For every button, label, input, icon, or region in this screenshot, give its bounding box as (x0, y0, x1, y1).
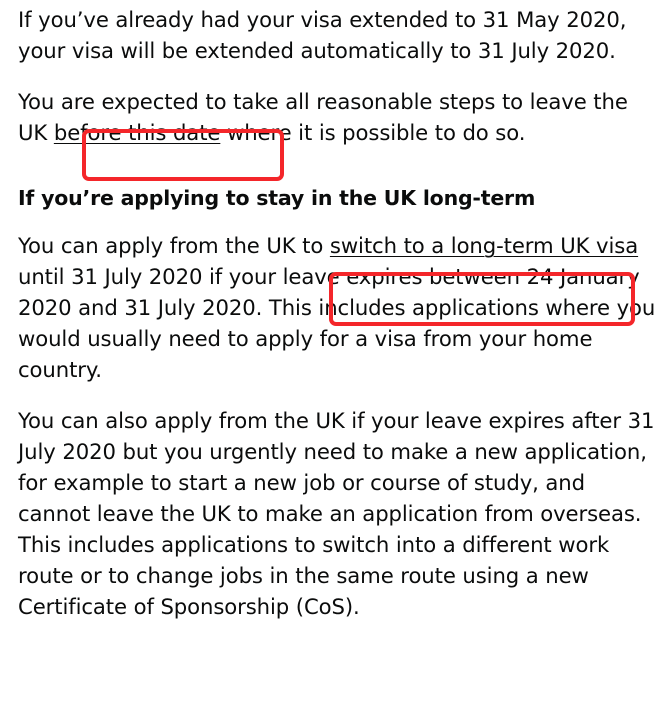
switch-visa-text-before: You can apply from the UK to (18, 233, 330, 258)
before-this-date-link[interactable]: before this date (53, 120, 221, 145)
urgent-application-paragraph (18, 405, 658, 622)
visa-extension-text: If you’ve already had your visa extended to 31 May 2020, your visa will be extended automatically to 31 July 2020. (18, 7, 627, 63)
visa-extension-paragraph (18, 4, 658, 66)
long-term-heading: If you’re applying to stay in the UK long-term (18, 186, 536, 210)
main-content (18, 4, 658, 622)
switch-visa-text-after: until 31 July 2020 if your leave expires between 24 January 2020 and 31 July 2020. This includes applications where you would usually need to apply for a visa from your home country. (18, 264, 656, 382)
leave-uk-paragraph (18, 86, 658, 148)
switch-visa-paragraph (18, 230, 658, 385)
leave-uk-text-after: where it is possible to do so. (220, 120, 526, 145)
switch-long-term-visa-link[interactable]: switch to a long-term UK visa (329, 233, 639, 258)
urgent-application-text: You can also apply from the UK if your leave expires after 31 July 2020 but you urgently need to make a new application, for example to start a new job or course of study, and cannot leave the UK to make an application from overseas. This includes applications to switch into a different work route or to change jobs in the same route using a new Certificate of Sponsorship (CoS). (18, 408, 655, 619)
leave-uk-text-before: You are expected to take all reasonable steps to leave the UK (18, 89, 628, 145)
